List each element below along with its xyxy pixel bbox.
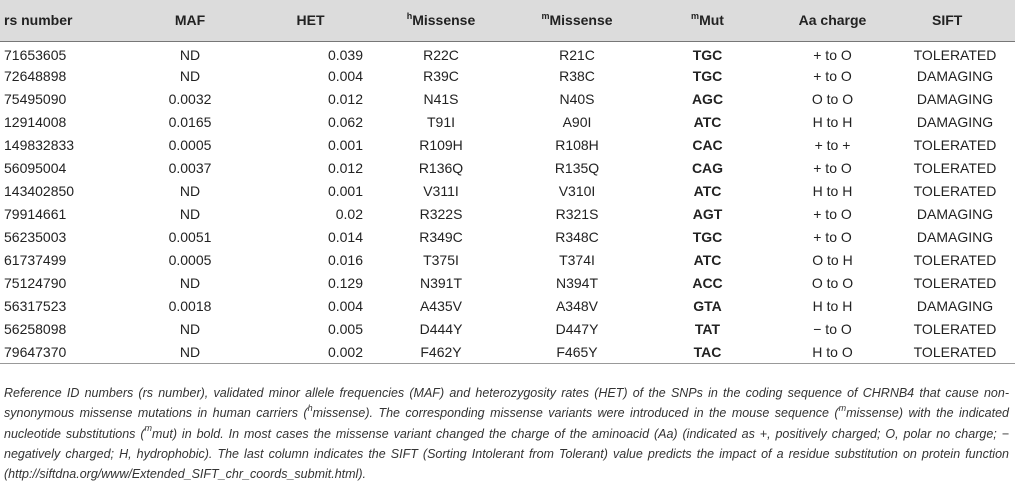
cell-maf: 0.0165 [168, 114, 212, 130]
cell-aa-charge: + to + [814, 137, 851, 153]
cell-m-missense: V310I [558, 183, 596, 199]
cell-rs-number: 143402850 [4, 183, 75, 199]
cell-m-mut: GTA [693, 298, 722, 314]
header-m-mut: $^m$Mut [645, 0, 770, 41]
cell-m-mut: TGC [692, 229, 723, 245]
cell-sift: TOLERATED [913, 252, 997, 268]
cell-aa-charge: H to H [812, 114, 853, 130]
header-row [0, 0, 1015, 41]
cell-sift: DAMAGING [916, 298, 994, 314]
cell-h-missense: R322S [419, 206, 463, 222]
cell-maf: ND [179, 183, 201, 199]
cell-rs-number: 56095004 [4, 160, 67, 176]
cell-rs-number: 72648898 [4, 68, 67, 84]
cell-sift: DAMAGING [916, 206, 994, 222]
table-row [0, 180, 1015, 203]
table-row [0, 111, 1015, 134]
cell-h-missense: R109H [419, 137, 463, 153]
cell-het: 0.02 [335, 206, 363, 222]
cell-aa-charge: + to O [813, 160, 852, 176]
cell-het: 0.062 [327, 114, 363, 130]
cell-sift: DAMAGING [916, 91, 994, 107]
cell-h-missense: A435V [419, 298, 463, 314]
cell-m-missense: R38C [559, 68, 595, 84]
caption-sup-m: m [838, 403, 847, 414]
cell-m-mut: ATC [693, 183, 722, 199]
cell-sift: TOLERATED [913, 275, 997, 291]
cell-maf: ND [179, 68, 201, 84]
cell-rs-number: 61737499 [4, 252, 67, 268]
cell-sift: DAMAGING [916, 229, 994, 245]
cell-aa-charge: + to O [813, 206, 852, 222]
cell-het: 0.016 [327, 252, 363, 268]
table-row [0, 88, 1015, 111]
table-row [0, 272, 1015, 295]
cell-het: 0.001 [327, 137, 363, 153]
cell-rs-number: 75495090 [4, 91, 67, 107]
cell-m-missense: R21C [559, 47, 595, 63]
cell-sift: TOLERATED [913, 321, 997, 337]
table-row [0, 295, 1015, 318]
cell-aa-charge: − to O [813, 321, 852, 337]
cell-rs-number: 75124790 [4, 275, 67, 291]
cell-aa-charge: + to O [813, 47, 852, 63]
header-mut-sup: m [691, 10, 700, 21]
cell-h-missense: R136Q [418, 160, 464, 176]
table-row [0, 226, 1015, 249]
cell-sift: TOLERATED [913, 183, 997, 199]
cell-m-missense: D447Y [555, 321, 599, 337]
cell-m-missense: A348V [555, 298, 599, 314]
cell-m-mut: TGC [692, 68, 723, 84]
cell-h-missense: T375I [423, 252, 459, 268]
cell-rs-number: 79647370 [0, 341, 132, 364]
header-h-sup: h [406, 10, 413, 21]
cell-het: 0.005 [327, 321, 363, 337]
cell-m-missense: N394T [555, 275, 599, 291]
cell-rs-number: 71653605 [4, 47, 67, 63]
cell-m-missense: T374I [559, 252, 595, 268]
cell-maf: ND [179, 206, 201, 222]
cell-maf: 0.0037 [168, 160, 212, 176]
cell-maf: ND [179, 321, 201, 337]
cell-maf: 0.0005 [168, 252, 212, 268]
cell-aa-charge: H to H [812, 183, 853, 199]
cell-het: 0.001 [327, 183, 363, 199]
cell-h-missense: F462Y [373, 341, 509, 364]
cell-m-missense: R348C [555, 229, 599, 245]
table-row [0, 203, 1015, 226]
table-row [0, 157, 1015, 180]
cell-aa-charge: H to H [812, 298, 853, 314]
cell-het: 0.002 [248, 341, 373, 364]
cell-sift: DAMAGING [916, 114, 994, 130]
cell-sift: TOLERATED [913, 137, 997, 153]
cell-rs-number: 56258098 [4, 321, 67, 337]
header-m-missense: $^m$Missense [509, 0, 645, 41]
cell-m-mut: CAC [692, 137, 723, 153]
cell-maf: ND [132, 341, 248, 364]
cell-m-missense: N40S [559, 91, 595, 107]
cell-m-mut: ATC [693, 114, 722, 130]
cell-sift: TOLERATED [895, 341, 1015, 364]
cell-h-missense: R39C [423, 68, 459, 84]
cell-m-mut: AGC [691, 91, 724, 107]
cell-het: 0.039 [327, 47, 363, 63]
cell-sift: DAMAGING [916, 68, 994, 84]
cell-aa-charge: H to O [770, 341, 895, 364]
table-row [0, 41, 1015, 65]
cell-h-missense: N41S [423, 91, 459, 107]
cell-maf: ND [179, 275, 201, 291]
cell-h-missense: V311I [423, 183, 459, 199]
table-caption: Reference ID numbers (rs number), validated minor allele frequencies (MAF) and heterozygosity rates (HET) of the SNPs in the coding sequence of CHRNB4 that cause non-synonymous missense mutations in human carriers ($^h$missense). The corresponding missense variants were introduced in the mouse sequence ($^m$missense) with the indicated nucleotide substitutions ($^m$mut) in bold. In most cases the missense variant changed the charge of the aminoacid (Aa) (indicated as +, positively charged; O, polar no charge; − negatively charged; H, hydrophobic). The last column indicates the SIFT (Sorting Intolerant from Tolerant) value predicts the impact of a residue substitution on protein function (http://siftdna.org/www/Extended_SIFT_chr_coords_submit.html). [4, 386, 1010, 482]
cell-m-missense: R321S [555, 206, 599, 222]
table-row [0, 341, 1015, 364]
cell-m-mut: ACC [692, 275, 723, 291]
header-maf: MAF [132, 0, 248, 41]
cell-aa-charge: O to H [812, 252, 853, 268]
table-body [0, 41, 1015, 364]
cell-het: 0.012 [327, 160, 363, 176]
cell-m-missense: R135Q [554, 160, 600, 176]
cell-aa-charge: + to O [813, 229, 852, 245]
cell-m-missense: A90I [562, 114, 592, 130]
header-sift: SIFT [895, 0, 1015, 41]
cell-aa-charge: O to O [811, 91, 854, 107]
cell-m-mut: TAC [645, 341, 770, 364]
cell-het: 0.014 [327, 229, 363, 245]
header-aa-charge: Aa charge [770, 0, 895, 41]
cell-aa-charge: O to O [811, 275, 854, 291]
cell-maf: 0.0051 [168, 229, 212, 245]
cell-het: 0.004 [327, 298, 363, 314]
cell-het: 0.012 [327, 91, 363, 107]
header-rs-number: rs number [0, 0, 132, 41]
cell-sift: TOLERATED [913, 47, 997, 63]
cell-h-missense: N391T [419, 275, 463, 291]
cell-h-missense: R22C [423, 47, 459, 63]
caption-sup-h: h [307, 403, 313, 414]
cell-rs-number: 56317523 [4, 298, 67, 314]
cell-rs-number: 79914661 [4, 206, 67, 222]
cell-rs-number: 56235003 [4, 229, 67, 245]
table-row [0, 249, 1015, 272]
table-row [0, 134, 1015, 157]
cell-m-mut: AGT [692, 206, 723, 222]
cell-m-mut: ATC [693, 252, 722, 268]
cell-het: 0.129 [327, 275, 363, 291]
cell-rs-number: 149832833 [4, 137, 75, 153]
cell-h-missense: D444Y [419, 321, 463, 337]
cell-h-missense: T91I [426, 114, 455, 130]
cell-rs-number: 12914008 [4, 114, 67, 130]
table-header [0, 0, 1015, 41]
header-het: HET [248, 0, 373, 41]
table-row [0, 65, 1015, 88]
header-m-sup: m [541, 10, 550, 21]
header-h-missense: $^h$Missense [373, 0, 509, 41]
cell-m-missense: F465Y [509, 341, 645, 364]
table-row [0, 318, 1015, 341]
cell-sift: TOLERATED [913, 160, 997, 176]
cell-maf: 0.0018 [168, 298, 212, 314]
cell-het: 0.004 [327, 68, 363, 84]
cell-maf: 0.0032 [168, 91, 212, 107]
cell-m-mut: CAG [691, 160, 724, 176]
cell-maf: 0.0005 [168, 137, 212, 153]
cell-m-missense: R108H [555, 137, 599, 153]
cell-aa-charge: + to O [813, 68, 852, 84]
cell-h-missense: R349C [419, 229, 463, 245]
cell-maf: ND [179, 47, 201, 63]
cell-m-mut: TAT [694, 321, 721, 337]
cell-m-mut: TGC [692, 47, 723, 63]
caption-sup-mut: m [144, 423, 152, 434]
